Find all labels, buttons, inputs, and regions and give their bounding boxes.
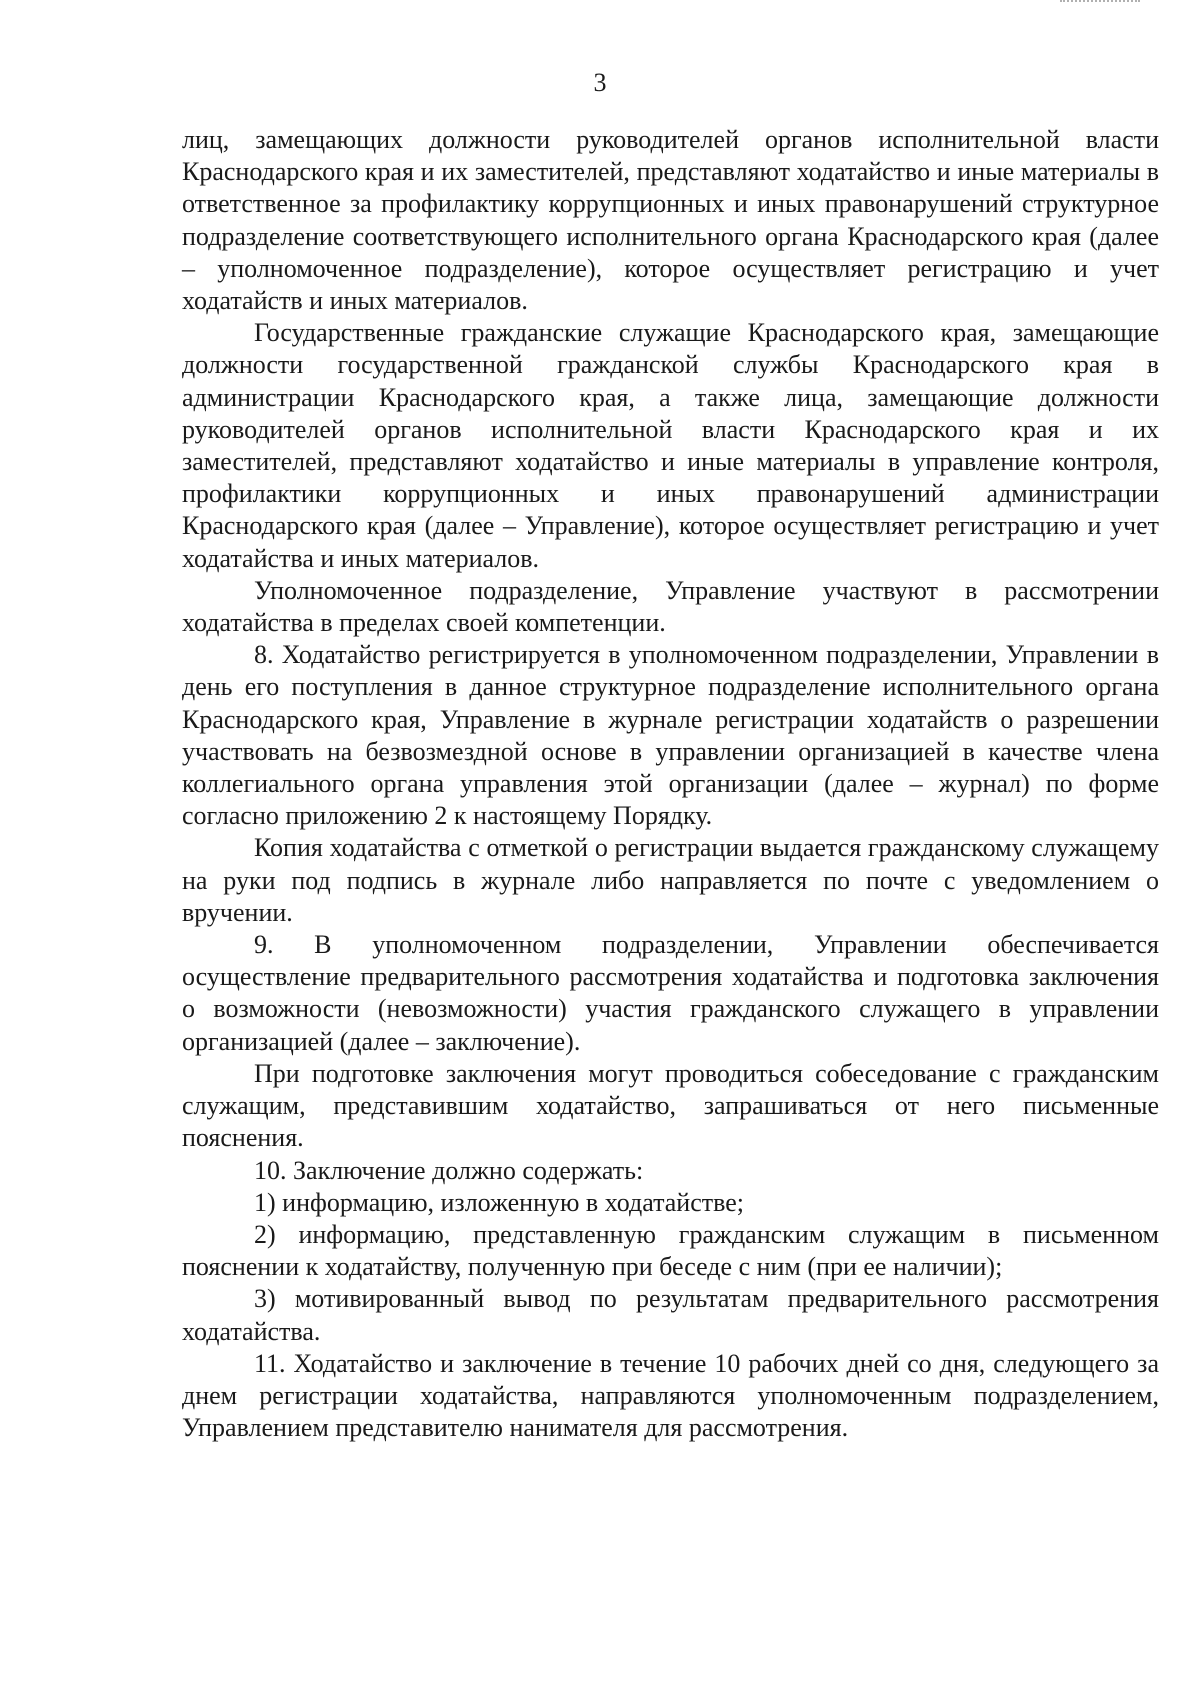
paragraph-clause-10: 10. Заключение должно содержать: xyxy=(254,1155,644,1185)
list-item-2: 2) информацию, представленную гражданским служащим в письменном пояснении к ходатайству, полученную при беседе с ним (при ее наличии); xyxy=(182,1219,1159,1282)
scan-artifact xyxy=(1060,0,1140,6)
document-body xyxy=(182,124,1159,1444)
list-item-1: 1) информацию, изложенную в ходатайстве; xyxy=(254,1187,744,1217)
paragraph-authorized-unit: Уполномоченное подразделение, Управление участвуют в рассмотрении ходатайства в пределах своей компетенции. xyxy=(182,575,1159,638)
paragraph-copy-of-petition: Копия ходатайства с отметкой о регистрации выдается гражданскому служащему на руки под подпись в журнале либо направляется по почте с уведомлением о вручении. xyxy=(182,833,1159,927)
paragraph-clause-8: 8. Ходатайство регистрируется в уполномоченном подразделении, Управлении в день его поступления в данное структурное подразделение исполнительного органа Краснодарского края, Управление в журнале регистрации ходатайств о разрешении участвовать на безвозмездной основе в управлении организацией в качестве члена коллегиального органа управления этой организации (далее – журнал) по форме согласно приложению 2 к настоящему Порядку. xyxy=(182,640,1159,831)
paragraph-clause-11: 11. Ходатайство и заключение в течение 10 рабочих дней со дня, следующего за днем регистрации ходатайства, направляются уполномоченным подразделением, Управлением представителю нанимателя для рассмотрения. xyxy=(182,1348,1159,1443)
paragraph-civil-servants: Государственные гражданские служащие Краснодарского края, замещающие должности государственной гражданской службы Краснодарского края в администрации Краснодарского края, а также лица, замещающие должности руководителей органов исполнительной власти Краснодарского края и их заместителей, представляют ходатайство и иные материалы в управление контроля, профилактики коррупционных и иных правонарушений администрации Краснодарского края (далее – Управление), которое осуществляет регистрацию и учет ходатайства и иных материалов. xyxy=(182,318,1159,573)
paragraph-clause-9: 9. В уполномоченном подразделении, Управлении обеспечивается осуществление предварительного рассмотрения ходатайства и подготовка заключения о возможности (невозможности) участия гражданского служащего в управлении организацией (далее – заключение). xyxy=(182,930,1159,1056)
paragraph-continuation: лиц, замещающих должности руководителей органов исполнительной власти Краснодарского края и их заместителей, представляют ходатайство и иные материалы в ответственное за профилактику коррупционных и иных правонарушений структурное подразделение соответствующего исполнительного органа Краснодарского края (далее – уполномоченное подразделение), которое осуществляет регистрацию и учет ходатайств и иных материалов. xyxy=(182,125,1159,316)
paragraph-interview: При подготовке заключения могут проводиться собеседование с гражданским служащим, представившим ходатайство, запрашиваться от него письменные пояснения. xyxy=(182,1058,1159,1153)
page-number: 3 xyxy=(593,68,607,97)
list-item-3: 3) мотивированный вывод по результатам предварительного рассмотрения ходатайства. xyxy=(182,1284,1159,1346)
